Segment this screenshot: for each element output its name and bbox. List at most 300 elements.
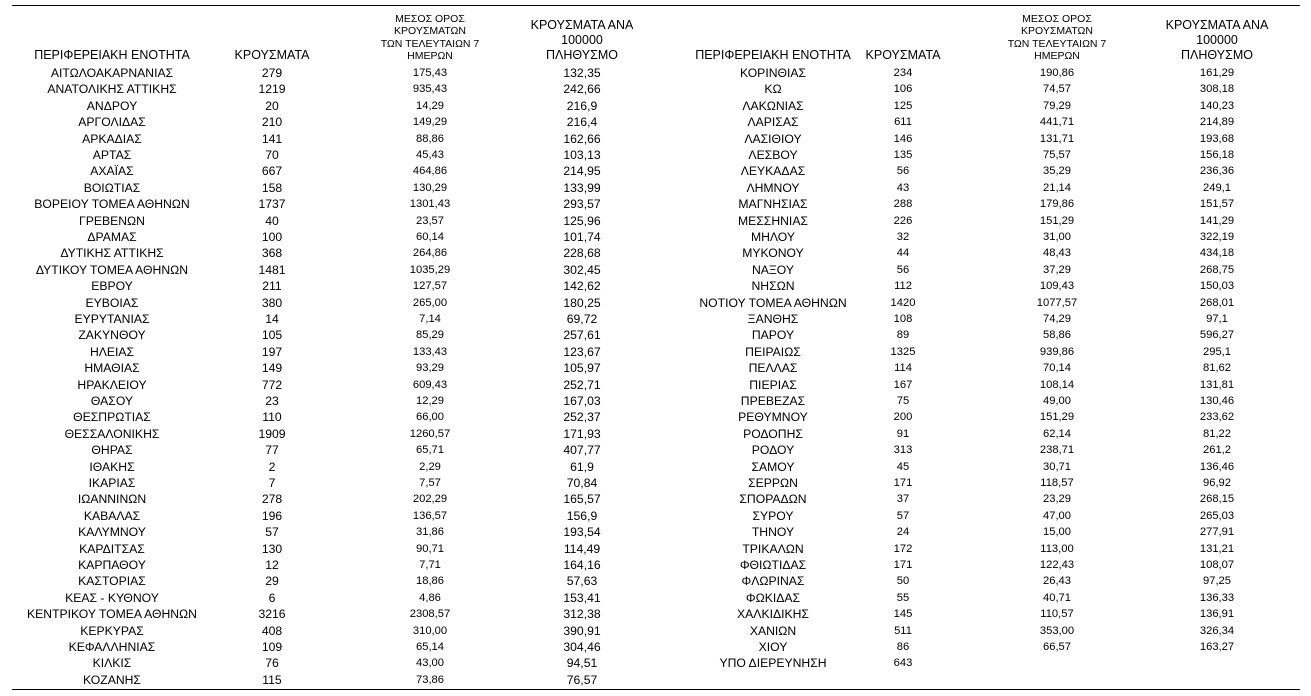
right-cases-cell: 75 xyxy=(896,395,910,407)
right-region-cell: ΞΑΝΘΗΣ xyxy=(747,312,799,326)
left-cases-cell: 115 xyxy=(262,672,282,687)
left-avg-7days-cell: 65,14 xyxy=(416,641,444,653)
right-rate-per-100k-cell: 108,07 xyxy=(1199,559,1235,571)
right-rate-per-100k-cell: 308,18 xyxy=(1199,83,1235,96)
left-region-cell: ΔΥΤΙΚΗΣ ΑΤΤΙΚΗΣ xyxy=(60,246,164,261)
right-avg-7days-cell: 48,43 xyxy=(1043,247,1071,260)
left-rate-per-100k-cell: 101,74 xyxy=(563,230,601,244)
right-rate-per-100k-cell: 141,29 xyxy=(1199,214,1235,227)
right-avg-7days-cell: 47,00 xyxy=(1043,509,1071,522)
left-region-cell: ΑΡΤΑΣ xyxy=(92,148,132,162)
right-region-cell: ΚΟΡΙΝΘΙΑΣ xyxy=(739,66,807,80)
left-cases-cell: 380 xyxy=(261,295,283,310)
table-row xyxy=(0,491,1311,507)
left-avg-7days-cell: 45,43 xyxy=(416,149,444,161)
left-region-cell: ΘΗΡΑΣ xyxy=(91,443,133,458)
right-region-cell: ΛΑΚΩΝΙΑΣ xyxy=(742,98,804,113)
left-avg-7days-cell: 31,86 xyxy=(416,526,444,539)
left-cases-cell: 70 xyxy=(265,148,279,162)
right-avg-7days-cell: 15,00 xyxy=(1043,526,1071,539)
right-avg-7days-cell: 151,29 xyxy=(1039,411,1075,424)
left-rate-per-100k-cell: 390,91 xyxy=(563,623,601,638)
table-row xyxy=(0,229,1311,245)
left-region-cell: ΑΡΓΟΛΙΔΑΣ xyxy=(78,115,146,130)
right-avg-7days-cell: 151,29 xyxy=(1039,214,1075,227)
left-rate-per-100k-cell: 103,13 xyxy=(563,148,601,162)
left-rate-per-100k-cell: 125,96 xyxy=(563,213,601,228)
right-rate-per-100k-cell: 193,68 xyxy=(1199,132,1235,145)
table-row xyxy=(0,606,1311,622)
left-avg-7days-cell: 23,57 xyxy=(416,214,444,227)
left-cases-cell: 149 xyxy=(261,361,283,376)
right-cases-cell: 226 xyxy=(893,214,913,227)
left-region-cell: ΚΑΒΑΛΑΣ xyxy=(83,508,141,523)
right-rate-per-100k-cell: 268,75 xyxy=(1199,263,1235,276)
left-region-cell: ΚΑΡΠΑΘΟΥ xyxy=(78,558,146,572)
left-region-cell: ΗΡΑΚΛΕΙΟΥ xyxy=(77,377,147,392)
left-rate-per-100k-cell: 105,97 xyxy=(563,361,601,376)
right-rate-per-100k-cell: 261,2 xyxy=(1203,444,1231,457)
left-region-cell: ΑΡΚΑΔΙΑΣ xyxy=(82,131,142,146)
left-region-cell: ΚΕΡΚΥΡΑΣ xyxy=(80,623,144,638)
right-avg-7days-cell: 441,71 xyxy=(1039,116,1075,129)
right-rate-per-100k-cell: 96,92 xyxy=(1203,477,1231,489)
right-avg-7days-cell: 35,29 xyxy=(1043,165,1071,178)
right-avg-7days-cell: 30,71 xyxy=(1043,460,1071,473)
left-rate-per-100k-cell: 69,72 xyxy=(566,312,598,326)
left-avg-7days-cell: 4,86 xyxy=(419,591,441,604)
right-cases-cell: 200 xyxy=(893,411,913,424)
right-avg-7days-cell: 31,00 xyxy=(1043,231,1071,243)
right-region-cell: ΚΩ xyxy=(764,82,782,97)
right-rate-per-100k-cell: 97,25 xyxy=(1203,575,1231,588)
right-cases-cell: 91 xyxy=(896,427,910,440)
left-region-cell: ΔΡΑΜΑΣ xyxy=(87,230,137,244)
right-region-cell: ΛΕΥΚΑΔΑΣ xyxy=(740,164,806,179)
right-cases-cell: 32 xyxy=(896,231,910,243)
left-cases-cell: 6 xyxy=(268,590,276,605)
left-cases-cell: 1219 xyxy=(258,82,286,97)
left-region-cell: ΔΥΤΙΚΟΥ ΤΟΜΕΑ ΑΘΗΝΩΝ xyxy=(35,262,189,277)
right-region-cell: ΣΑΜΟΥ xyxy=(751,459,795,474)
left-cases-cell: 278 xyxy=(261,492,283,507)
right-region-cell: ΣΕΡΡΩΝ xyxy=(748,476,798,490)
right-avg-7days-cell: 118,57 xyxy=(1040,477,1074,489)
left-avg-7days-cell: 7,57 xyxy=(419,477,441,489)
right-region-cell: ΦΘΙΩΤΙΔΑΣ xyxy=(739,558,807,572)
left-rate-per-100k-cell: 228,68 xyxy=(563,246,601,261)
table-row xyxy=(0,131,1311,147)
left-cases-cell: 141 xyxy=(261,131,283,146)
right-rate-per-100k-cell: 131,81 xyxy=(1199,378,1235,391)
right-rate-per-100k-cell: 322,19 xyxy=(1199,231,1235,243)
left-cases-cell: 1909 xyxy=(258,426,286,441)
right-cases-cell: 45 xyxy=(896,460,910,473)
right-cases-cell: 1325 xyxy=(890,345,916,358)
left-region-cell: ΓΡΕΒΕΝΩΝ xyxy=(79,213,145,228)
left-cases-cell: 105 xyxy=(261,328,283,343)
right-cases-cell: 56 xyxy=(896,165,910,178)
right-cases-cell: 1420 xyxy=(890,296,916,309)
right-rate-per-100k-cell: 249,1 xyxy=(1203,181,1231,194)
table-row xyxy=(0,196,1311,212)
right-rate-per-100k-cell xyxy=(1150,655,1284,671)
header-left-avg-7days: ΜΕΣΟΣ ΟΡΟΣ ΚΡΟΥΣΜΑΤΩΝ ΤΩΝ ΤΕΛΕΥΤΑΙΩΝ 7 ΗΜΕΡΩΝ xyxy=(380,12,480,63)
left-cases-cell: 197 xyxy=(261,344,283,359)
left-cases-cell: 100 xyxy=(261,230,283,244)
table-row xyxy=(0,541,1311,557)
right-avg-7days-cell: 66,57 xyxy=(1043,641,1071,653)
left-cases-cell: 7 xyxy=(268,476,276,490)
left-cases-cell: 210 xyxy=(261,115,283,130)
left-cases-cell: 57 xyxy=(265,525,279,540)
header-left-cases: ΚΡΟΥΣΜΑΤΑ xyxy=(234,48,310,62)
left-cases-cell: 40 xyxy=(265,213,279,228)
left-avg-7days-cell: 65,71 xyxy=(416,444,444,457)
table-row xyxy=(0,213,1311,229)
table-row xyxy=(0,623,1311,639)
right-region-cell: ΜΕΣΣΗΝΙΑΣ xyxy=(737,213,808,228)
left-avg-7days-cell: 60,14 xyxy=(416,231,444,243)
left-cases-cell: 279 xyxy=(261,66,283,80)
table-row xyxy=(0,163,1311,179)
left-avg-7days-cell: 18,86 xyxy=(416,575,444,588)
left-region-cell: ΚΕΑΣ - ΚΥΘΝΟΥ xyxy=(65,590,159,605)
right-rate-per-100k-cell: 233,62 xyxy=(1199,411,1235,424)
table-row xyxy=(0,295,1311,311)
right-avg-7days-cell: 74,29 xyxy=(1043,313,1071,325)
right-avg-7days-cell: 74,57 xyxy=(1043,83,1071,96)
left-rate-per-100k-cell: 257,61 xyxy=(563,328,601,343)
table-row xyxy=(0,81,1311,97)
left-avg-7days-cell: 2,29 xyxy=(419,460,441,473)
table-row xyxy=(0,393,1311,409)
right-cases-cell: 146 xyxy=(893,132,913,145)
right-rate-per-100k-cell: 596,27 xyxy=(1199,329,1235,342)
right-region-cell: ΝΗΣΩΝ xyxy=(751,279,795,294)
bottom-border-line xyxy=(12,689,1300,690)
right-rate-per-100k-cell: 136,46 xyxy=(1199,460,1235,473)
left-avg-7days-cell: 43,00 xyxy=(416,657,444,670)
header-right-rate-per-100k: ΚΡΟΥΣΜΑΤΑ ΑΝΑ 100000 ΠΛΗΘΥΣΜΟ xyxy=(1165,18,1269,62)
left-rate-per-100k-cell: 94,51 xyxy=(566,656,598,671)
left-avg-7days-cell: 609,43 xyxy=(412,378,448,391)
table-row xyxy=(0,557,1311,573)
right-rate-per-100k-cell: 214,89 xyxy=(1199,116,1235,129)
left-cases-cell: 772 xyxy=(261,377,283,392)
right-cases-cell: 24 xyxy=(896,526,910,539)
left-avg-7days-cell: 264,86 xyxy=(412,247,448,260)
table-row xyxy=(0,442,1311,458)
right-region-cell: ΦΛΩΡΙΝΑΣ xyxy=(741,574,805,589)
left-avg-7days-cell: 88,86 xyxy=(416,132,444,145)
right-avg-7days-cell: 37,29 xyxy=(1043,263,1071,276)
right-cases-cell: 55 xyxy=(896,591,910,604)
left-avg-7days-cell: 7,71 xyxy=(419,559,441,571)
left-cases-cell: 368 xyxy=(261,246,283,261)
left-cases-cell: 1481 xyxy=(258,262,286,277)
right-cases-cell: 611 xyxy=(894,116,912,129)
right-cases-cell: 171 xyxy=(893,559,913,571)
left-rate-per-100k-cell: 193,54 xyxy=(563,525,601,540)
right-avg-7days-cell: 939,86 xyxy=(1039,345,1075,358)
left-avg-7days-cell: 1035,29 xyxy=(409,263,451,276)
left-region-cell: ΗΜΑΘΙΑΣ xyxy=(84,361,140,376)
table-row xyxy=(0,245,1311,261)
right-cases-cell: 37 xyxy=(896,493,910,506)
left-avg-7days-cell: 2308,57 xyxy=(409,608,451,621)
right-rate-per-100k-cell: 151,57 xyxy=(1199,198,1235,211)
right-region-cell: ΧΑΛΚΙΔΙΚΗΣ xyxy=(737,607,809,622)
left-region-cell: ΕΥΒΟΙΑΣ xyxy=(85,295,139,310)
left-avg-7days-cell: 93,29 xyxy=(416,362,444,375)
right-rate-per-100k-cell: 265,03 xyxy=(1199,509,1235,522)
right-region-cell: ΧΑΝΙΩΝ xyxy=(749,623,797,638)
right-cases-cell: 234 xyxy=(893,67,913,79)
left-rate-per-100k-cell: 142,62 xyxy=(563,279,601,294)
right-region-cell: ΤΡΙΚΑΛΩΝ xyxy=(742,541,804,556)
left-cases-cell: 109 xyxy=(261,640,283,654)
left-region-cell: ΗΛΕΙΑΣ xyxy=(89,344,135,359)
right-rate-per-100k-cell: 268,01 xyxy=(1199,296,1235,309)
right-avg-7days-cell: 23,29 xyxy=(1043,493,1071,506)
table-row xyxy=(0,590,1311,606)
left-cases-cell: 2 xyxy=(268,459,276,474)
table-row xyxy=(0,377,1311,393)
left-cases-cell: 196 xyxy=(261,508,283,523)
right-avg-7days-cell: 179,86 xyxy=(1039,198,1075,211)
right-region-cell: ΥΠΟ ΔΙΕΡΕΥΝΗΣΗ xyxy=(719,656,827,671)
left-avg-7days-cell: 14,29 xyxy=(416,99,444,112)
left-avg-7days-cell: 149,29 xyxy=(412,116,448,129)
table-row xyxy=(0,327,1311,343)
left-rate-per-100k-cell: 57,63 xyxy=(566,574,598,589)
left-region-cell: ΚΑΡΔΙΤΣΑΣ xyxy=(79,541,145,556)
left-cases-cell: 20 xyxy=(265,98,279,113)
left-rate-per-100k-cell: 242,66 xyxy=(563,82,601,97)
right-cases-cell: 114 xyxy=(894,362,912,375)
right-cases-cell: 56 xyxy=(896,263,910,276)
right-avg-7days-cell: 109,43 xyxy=(1039,280,1075,293)
left-rate-per-100k-cell: 216,9 xyxy=(566,98,598,113)
table-row xyxy=(0,180,1311,196)
right-region-cell: ΧΙΟΥ xyxy=(758,640,788,654)
left-avg-7days-cell: 202,29 xyxy=(412,493,448,506)
right-region-cell: ΡΕΘΥΜΝΟΥ xyxy=(738,410,808,425)
left-rate-per-100k-cell: 312,38 xyxy=(563,607,601,622)
left-rate-per-100k-cell: 164,16 xyxy=(563,558,601,572)
left-region-cell: ΚΟΖΑΝΗΣ xyxy=(83,672,141,687)
left-avg-7days-cell: 85,29 xyxy=(416,329,444,342)
left-avg-7days-cell: 175,43 xyxy=(412,67,448,79)
left-avg-7days-cell: 136,57 xyxy=(412,509,448,522)
left-avg-7days-cell: 464,86 xyxy=(412,165,448,178)
left-region-cell: ΑΧΑΪΑΣ xyxy=(90,164,134,179)
right-avg-7days-cell: 122,43 xyxy=(1039,559,1075,571)
right-avg-7days-cell: 70,14 xyxy=(1043,362,1071,375)
right-cases-cell: 44 xyxy=(896,247,910,260)
left-rate-per-100k-cell: 293,57 xyxy=(563,197,601,212)
left-region-cell: ΖΑΚΥΝΘΟΥ xyxy=(78,328,146,343)
left-cases-cell: 76 xyxy=(265,656,279,671)
left-region-cell: ΘΑΣΟΥ xyxy=(90,394,134,408)
left-avg-7days-cell: 12,29 xyxy=(416,395,444,407)
left-rate-per-100k-cell: 302,45 xyxy=(563,262,601,277)
table-row xyxy=(0,475,1311,491)
table-row xyxy=(0,409,1311,425)
right-avg-7days-cell: 108,14 xyxy=(1039,378,1075,391)
right-avg-7days-cell: 58,86 xyxy=(1043,329,1071,342)
right-rate-per-100k-cell: 236,36 xyxy=(1199,165,1235,178)
right-region-cell: ΠΡΕΒΕΖΑΣ xyxy=(740,394,806,408)
left-cases-cell: 211 xyxy=(262,279,282,294)
left-avg-7days-cell: 310,00 xyxy=(412,624,448,637)
right-rate-per-100k-cell: 277,91 xyxy=(1199,526,1235,539)
right-rate-per-100k-cell: 150,03 xyxy=(1199,280,1235,293)
left-rate-per-100k-cell: 61,9 xyxy=(570,459,594,474)
right-avg-7days-cell: 62,14 xyxy=(1043,427,1071,440)
left-cases-cell: 23 xyxy=(265,394,279,408)
right-cases-cell: 643 xyxy=(893,657,913,670)
right-cases-cell: 145 xyxy=(893,608,913,621)
right-cases-cell: 313 xyxy=(893,444,913,457)
left-avg-7days-cell: 73,86 xyxy=(416,673,444,686)
right-avg-7days-cell xyxy=(992,655,1122,671)
right-cases-cell: 43 xyxy=(896,181,910,194)
right-cases-cell: 89 xyxy=(896,329,910,342)
right-region-cell: ΦΩΚΙΔΑΣ xyxy=(745,590,801,605)
right-rate-per-100k-cell: 295,1 xyxy=(1203,345,1231,358)
left-region-cell: ΙΩΑΝΝΙΝΩΝ xyxy=(77,492,147,507)
right-cases-cell: 125 xyxy=(893,99,913,112)
right-region-cell: ΠΕΛΛΑΣ xyxy=(748,361,798,376)
right-rate-per-100k-cell: 131,21 xyxy=(1199,542,1235,555)
right-avg-7days-cell: 238,71 xyxy=(1039,444,1075,457)
right-region-cell: ΠΕΙΡΑΙΩΣ xyxy=(745,344,801,359)
left-rate-per-100k-cell: 407,77 xyxy=(563,443,601,458)
left-region-cell: ΚΕΦΑΛΛΗΝΙΑΣ xyxy=(68,640,156,654)
table-row xyxy=(0,360,1311,376)
left-rate-per-100k-cell: 165,57 xyxy=(563,492,601,507)
right-rate-per-100k-cell: 434,18 xyxy=(1199,247,1235,260)
right-avg-7days-cell: 1077,57 xyxy=(1036,296,1078,309)
left-region-cell: ΕΒΡΟΥ xyxy=(91,279,133,294)
left-region-cell: ΙΚΑΡΙΑΣ xyxy=(88,476,136,490)
left-rate-per-100k-cell: 180,25 xyxy=(563,295,601,310)
right-avg-7days-cell: 131,71 xyxy=(1039,132,1075,145)
left-rate-per-100k-cell: 133,99 xyxy=(563,180,601,195)
left-avg-7days-cell: 7,14 xyxy=(419,313,441,325)
left-rate-per-100k-cell: 70,84 xyxy=(566,476,598,490)
left-avg-7days-cell: 130,29 xyxy=(412,181,448,194)
right-region-cell: ΡΟΔΟΥ xyxy=(751,443,795,458)
left-region-cell: ΒΟΙΩΤΙΑΣ xyxy=(83,180,141,195)
left-cases-cell: 110 xyxy=(262,410,282,425)
right-cases-cell: 57 xyxy=(896,509,910,522)
left-rate-per-100k-cell: 132,35 xyxy=(563,66,601,80)
table-row xyxy=(0,98,1311,114)
left-rate-per-100k-cell: 214,95 xyxy=(563,164,601,179)
left-rate-per-100k-cell: 162,66 xyxy=(563,131,601,146)
header-left-region: ΠΕΡΙΦΕΡΕΙΑΚΗ ΕΝΟΤΗΤΑ xyxy=(34,48,190,62)
right-rate-per-100k-cell: 136,91 xyxy=(1199,608,1235,621)
left-avg-7days-cell: 1301,43 xyxy=(409,198,451,211)
left-region-cell: ΕΥΡΥΤΑΝΙΑΣ xyxy=(74,312,150,326)
right-rate-per-100k-cell: 136,33 xyxy=(1199,591,1235,604)
top-border-line xyxy=(12,5,1300,6)
left-rate-per-100k-cell: 76,57 xyxy=(566,672,598,687)
right-rate-per-100k-cell: 156,18 xyxy=(1199,149,1235,161)
right-avg-7days-cell: 40,71 xyxy=(1043,591,1071,604)
right-region-cell: ΛΑΣΙΘΙΟΥ xyxy=(744,131,802,146)
right-region-cell: ΜΑΓΝΗΣΙΑΣ xyxy=(738,197,808,212)
left-cases-cell: 29 xyxy=(265,574,279,589)
table-row xyxy=(0,459,1311,475)
left-cases-cell: 77 xyxy=(265,443,279,458)
table-row xyxy=(0,147,1311,163)
header-right-avg-7days: ΜΕΣΟΣ ΟΡΟΣ ΚΡΟΥΣΜΑΤΩΝ ΤΩΝ ΤΕΛΕΥΤΑΙΩΝ 7 ΗΜΕΡΩΝ xyxy=(1007,12,1107,63)
left-rate-per-100k-cell: 252,37 xyxy=(563,410,601,425)
left-avg-7days-cell: 133,43 xyxy=(412,345,448,358)
right-cases-cell: 106 xyxy=(893,83,913,96)
right-cases-cell: 108 xyxy=(893,313,913,325)
right-rate-per-100k-cell: 163,27 xyxy=(1199,641,1235,653)
right-rate-per-100k-cell: 130,46 xyxy=(1199,395,1235,407)
table-row xyxy=(0,114,1311,130)
left-cases-cell: 408 xyxy=(261,623,283,638)
left-cases-cell: 158 xyxy=(261,180,283,195)
left-region-cell: ΑΝΑΤΟΛΙΚΗΣ ΑΤΤΙΚΗΣ xyxy=(47,82,177,97)
table-row xyxy=(0,573,1311,589)
left-region-cell: ΒΟΡΕΙΟΥ ΤΟΜΕΑ ΑΘΗΝΩΝ xyxy=(34,197,190,212)
right-region-cell: ΝΟΤΙΟΥ ΤΟΜΕΑ ΑΘΗΝΩΝ xyxy=(699,295,847,310)
right-rate-per-100k-cell: 81,62 xyxy=(1203,362,1231,375)
header-right-cases: ΚΡΟΥΣΜΑΤΑ xyxy=(865,48,941,62)
left-cases-cell: 12 xyxy=(265,558,279,572)
right-cases-cell: 86 xyxy=(896,641,910,653)
right-cases-cell: 171 xyxy=(893,477,913,489)
right-rate-per-100k-cell: 81,22 xyxy=(1203,427,1231,440)
right-avg-7days-cell: 75,57 xyxy=(1043,149,1071,161)
table-row xyxy=(0,262,1311,278)
right-rate-per-100k-cell: 161,29 xyxy=(1199,67,1235,79)
right-region-cell: ΡΟΔΟΠΗΣ xyxy=(743,426,803,441)
right-rate-per-100k-cell: 268,15 xyxy=(1199,493,1235,506)
left-avg-7days-cell: 90,71 xyxy=(416,542,444,555)
right-cases-cell: 112 xyxy=(894,280,912,293)
left-cases-cell: 1737 xyxy=(258,197,286,212)
left-region-cell: ΚΕΝΤΡΙΚΟΥ ΤΟΜΕΑ ΑΘΗΝΩΝ xyxy=(27,607,197,622)
left-region-cell: ΙΘΑΚΗΣ xyxy=(89,459,135,474)
left-rate-per-100k-cell: 216,4 xyxy=(566,115,598,130)
left-region-cell: ΑΙΤΩΛΟΑΚΑΡΝΑΝΙΑΣ xyxy=(50,66,174,80)
left-avg-7days-cell: 935,43 xyxy=(412,83,448,96)
table-row xyxy=(0,672,1311,688)
right-avg-7days-cell: 79,29 xyxy=(1043,99,1071,112)
right-region-cell: ΛΗΜΝΟΥ xyxy=(746,180,800,195)
left-avg-7days-cell: 265,00 xyxy=(412,296,448,309)
table-row xyxy=(0,344,1311,360)
right-region-cell: ΠΑΡΟΥ xyxy=(751,328,795,343)
right-avg-7days-cell: 190,86 xyxy=(1039,67,1075,79)
right-avg-7days-cell: 26,43 xyxy=(1043,575,1071,588)
left-region-cell: ΚΑΛΥΜΝΟΥ xyxy=(78,525,146,540)
right-avg-7days-cell: 353,00 xyxy=(1039,624,1075,637)
table-row xyxy=(0,426,1311,442)
right-region-cell: ΜΗΛΟΥ xyxy=(750,230,796,244)
right-avg-7days-cell: 113,00 xyxy=(1040,542,1074,555)
left-region-cell: ΑΝΔΡΟΥ xyxy=(86,98,138,113)
